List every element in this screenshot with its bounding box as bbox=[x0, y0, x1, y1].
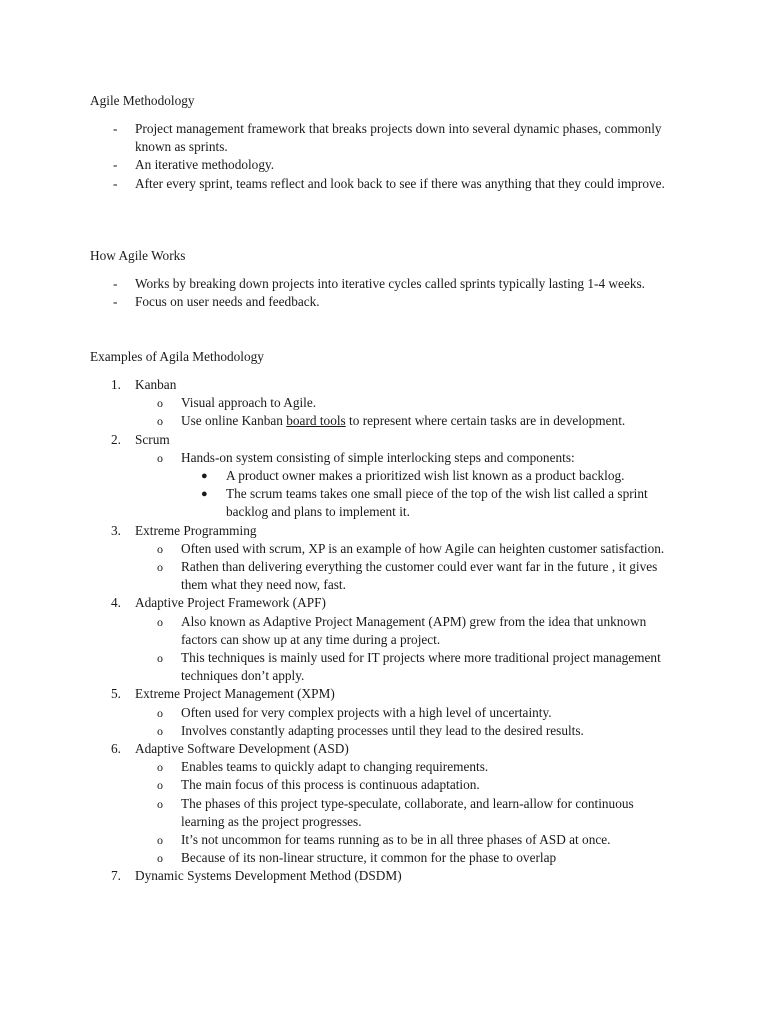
circle-bullet-icon: o bbox=[157, 778, 163, 793]
circle-bullet-icon: o bbox=[157, 541, 163, 556]
sub-item: o It’s not uncommon for teams running as to be in all three phases of ASD at once. bbox=[0, 831, 676, 849]
bullet-item: ● A product owner makes a prioritized wish list known as a product backlog. bbox=[0, 467, 676, 485]
dash-marker: - bbox=[113, 175, 118, 191]
heading-agile-methodology: Agile Methodology bbox=[90, 93, 195, 108]
sub-item: o Often used for very complex projects with a high level of uncertainty. bbox=[0, 704, 676, 722]
circle-bullet-icon: o bbox=[157, 833, 163, 848]
circle-bullet-icon: o bbox=[157, 414, 163, 429]
circle-bullet-icon: o bbox=[157, 614, 163, 629]
list-item: - Focus on user needs and feedback. bbox=[0, 293, 675, 311]
example-item-xp: 3. Extreme Programming o Often used with scrum, XP is an example of how Agile can heighten customer satisfaction. o Rathen than delivering everything the customer could ever want far in the future , it gives them what they need now, fast. bbox=[0, 522, 768, 595]
circle-bullet-icon: o bbox=[157, 851, 163, 866]
sub-item: o Rathen than delivering everything the customer could ever want far in the future , it gives them what they need now, fast. bbox=[157, 559, 658, 593]
example-item-apf: 4. Adaptive Project Framework (APF) o Also known as Adaptive Project Management (APM) grew from the idea that unknown factors can show up at any time during a project. o This techniques is mainly used for IT projects where more traditional project management techniques don’t apply. bbox=[0, 594, 768, 685]
heading-how-agile-works: How Agile Works bbox=[90, 248, 186, 263]
sub-item: o Also known as Adaptive Project Management (APM) grew from the idea that unknown factors can show up at any time during a project. bbox=[157, 613, 647, 647]
dash-marker: - bbox=[113, 294, 118, 310]
circle-bullet-icon: o bbox=[157, 796, 163, 811]
board-tools-link[interactable]: board tools bbox=[286, 413, 346, 429]
example-item-scrum: 2. Scrum o Hands-on system consisting of simple interlocking steps and components: ● A product owner makes a prioritized wish list known as a product backlog. ● The scrum teams takes one small piece of the top of the wish list called a sprint backlog and plans to implement it. bbox=[0, 431, 768, 522]
list-item: - Project management framework that breaks projects down into several dynamic phases, commonly known as sprints. bbox=[113, 121, 662, 155]
example-item-xpm: 5. Extreme Project Management (XPM) o Often used for very complex projects with a high level of uncertainty. o Involves constantly adapting processes until they lead to the desired results. bbox=[0, 685, 768, 740]
list-item: - Works by breaking down projects into iterative cycles called sprints typically lasting 1-4 weeks. bbox=[0, 275, 695, 293]
filled-bullet-icon: ● bbox=[201, 488, 208, 501]
sub-item: o Visual approach to Agile. bbox=[0, 394, 676, 412]
sub-item: o Because of its non-linear structure, it common for the phase to overlap bbox=[0, 849, 676, 867]
how-agile-works-list bbox=[0, 275, 768, 311]
sub-item: o The phases of this project type-speculate, collaborate, and learn-allow for continuous learning as the project progresses. bbox=[157, 795, 634, 829]
example-item-asd: 6. Adaptive Software Development (ASD) o Enables teams to quickly adapt to changing requirements. o The main focus of this process is continuous adaptation. o The phases of this project type-speculate, collaborate, and learn-allow for continuous learning as the project progresses. o It’s not uncommon for teams running as to be in all three phases of ASD at once. o Because of its non-linear structure, it common for the phase to overlap bbox=[0, 740, 768, 867]
circle-bullet-icon: o bbox=[157, 760, 163, 775]
sub-item: o Enables teams to quickly adapt to changing requirements. bbox=[0, 758, 676, 776]
list-item: - After every sprint, teams reflect and look back to see if there was anything that they could improve. bbox=[0, 175, 675, 193]
circle-bullet-icon: o bbox=[157, 651, 163, 666]
example-item-kanban: 1. Kanban o Visual approach to Agile. o Use online Kanban board tools to represent where certain tasks are in development. bbox=[0, 376, 768, 431]
dash-marker: - bbox=[113, 157, 118, 173]
sub-item: o This techniques is mainly used for IT projects where more traditional project management techniques don’t apply. bbox=[157, 650, 661, 684]
heading-examples: Examples of Agila Methodology bbox=[90, 349, 264, 364]
circle-bullet-icon: o bbox=[157, 705, 163, 720]
sub-item: o The main focus of this process is continuous adaptation. bbox=[0, 776, 676, 794]
circle-bullet-icon: o bbox=[157, 450, 163, 465]
sub-item: o Hands-on system consisting of simple interlocking steps and components: bbox=[0, 449, 676, 467]
sub-item: o Use online Kanban board tools to represent where certain tasks are in development. bbox=[0, 412, 676, 430]
list-item: - An iterative methodology. bbox=[0, 156, 675, 174]
filled-bullet-icon: ● bbox=[201, 470, 208, 483]
dash-marker: - bbox=[113, 276, 118, 291]
circle-bullet-icon: o bbox=[157, 723, 163, 738]
example-item-dsdm: 7. Dynamic Systems Development Method (DSDM) bbox=[111, 868, 402, 884]
circle-bullet-icon: o bbox=[157, 396, 163, 411]
sub-item: o Involves constantly adapting processes until they lead to the desired results. bbox=[0, 722, 676, 740]
examples-list bbox=[0, 376, 768, 886]
sub-item: o Often used with scrum, XP is an example of how Agile can heighten customer satisfaction. bbox=[0, 540, 676, 558]
dash-marker: - bbox=[113, 121, 118, 136]
circle-bullet-icon: o bbox=[157, 560, 163, 575]
agile-methodology-list bbox=[0, 120, 768, 193]
bullet-item: ● The scrum teams takes one small piece of the top of the wish list called a sprint backlog and plans to implement it. bbox=[201, 486, 648, 520]
